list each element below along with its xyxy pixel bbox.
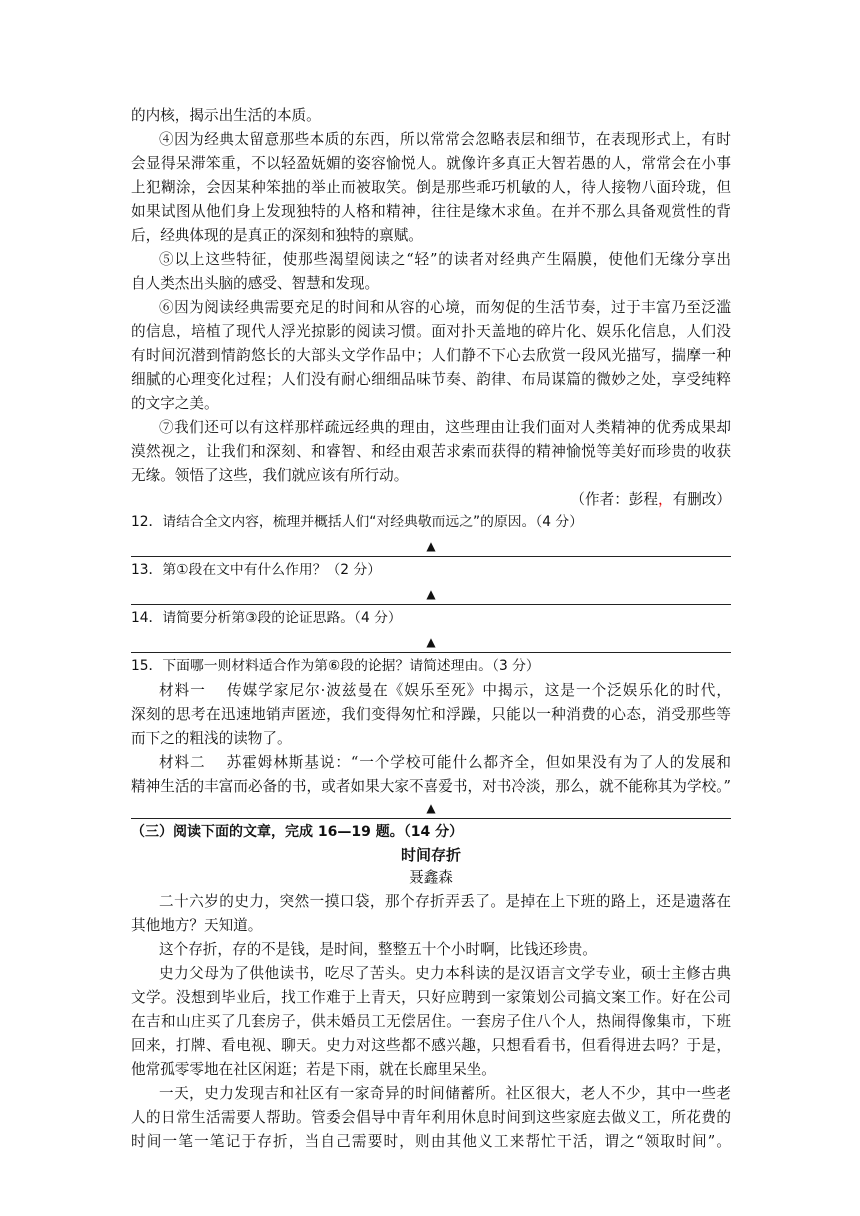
answer-rule xyxy=(131,604,731,605)
paragraph-4-line: ④因为经典太留意那些本质的东西，所以常常会忽略表层和细节，在表现形式上，有时 xyxy=(159,131,731,148)
paragraph-7-line: ⑦我们还可以有这样那样疏远经典的理由，这些理由让我们面对人类精神的优秀成果却 xyxy=(159,419,731,436)
story-paragraph-line: 回来，打牌、看电视、聊天。史力对这些都不感兴趣，只想看看书，但看得进去吗？于是， xyxy=(131,1037,731,1054)
material-1-line: 而下之的粗浅的读物了。 xyxy=(131,730,292,747)
answer-line-15[interactable] xyxy=(131,801,731,819)
story-paragraph-line: 其他地方？天知道。 xyxy=(131,917,263,934)
triangle-icon: ▲ xyxy=(426,801,436,815)
answer-line-13[interactable] xyxy=(131,587,731,605)
story-paragraph-line: 这个存折，存的不是钱，是时间，整整五十个小时啊，比钱还珍贵。 xyxy=(159,941,597,958)
paragraph-5-line: 自人类杰出头脑的感受、智慧和发现。 xyxy=(131,275,380,292)
passage-line: 的内核，揭示出生活的本质。 xyxy=(131,107,321,124)
story-paragraph-line: 在吉和山庄买了几套房子，供未婚员工无偿居住。一套房子住八个人，热闹得像集市，下班 xyxy=(131,1013,731,1030)
author-mark: ， xyxy=(658,491,673,508)
paragraph-4-line: 上犯糊涂，会因某种笨拙的举止而被取笑。倒是那些乖巧机敏的人，待人接物八面玲珑，但 xyxy=(131,179,731,196)
author-prefix: （作者：彭程 xyxy=(570,491,658,508)
question-15: 15．下面哪一则材料适合作为第⑥段的论据？请简述理由。（3 分） xyxy=(131,658,540,674)
material-1-line: 深刻的思考在迅速地销声匿迹，我们变得匆忙和浮躁，只能以一种消费的心态，消受那些等 xyxy=(131,706,731,723)
story-paragraph-line: 人的日常生活需要人帮助。管委会倡导中青年利用休息时间到这些家庭去做义工，所花费的 xyxy=(131,1109,731,1126)
author-suffix: 有删改） xyxy=(672,491,731,508)
story-paragraph-line: 文学。没想到毕业后，找工作难于上青天，只好应聘到一家策划公司搞文案工作。好在公司 xyxy=(131,989,731,1006)
paragraph-7-line: 漠然视之，让我们和深刻、和睿智、和经由艰苦求索而获得的精神愉悦等美好而珍贵的收获 xyxy=(131,443,731,460)
question-12: 12．请结合全文内容，梳理并概括人们“对经典敬而远之”的原因。（4 分） xyxy=(131,514,584,530)
story-paragraph-line: 时间一笔一笔记于存折，当自己需要时，则由其他义工来帮忙干活，谓之“领取时间”。 xyxy=(131,1133,731,1150)
material-2-line: 精神生活的丰富而必备的书，或者如果大家不喜爱书，对书冷淡，那么，就不能称其为学校。” xyxy=(131,778,731,795)
paragraph-6-line: 的信息，培植了现代人浮光掠影的阅读习惯。面对扑天盖地的碎片化、娱乐化信息，人们没 xyxy=(131,323,731,340)
story-paragraph-line: 他常孤零零地在社区闲逛；若是下雨，就在长廊里呆坐。 xyxy=(131,1061,496,1078)
triangle-icon: ▲ xyxy=(426,635,436,649)
author-credit xyxy=(131,488,731,512)
answer-line-12[interactable] xyxy=(131,539,731,557)
triangle-icon: ▲ xyxy=(426,587,436,601)
material-2-line: 材料二 苏霍姆林斯基说：“一个学校可能什么都齐全，但如果没有为了人的发展和 xyxy=(159,754,731,771)
paragraph-4-line: 后，经典体现的是真正的深刻和独特的禀赋。 xyxy=(131,227,423,244)
answer-rule xyxy=(131,652,731,653)
paragraph-4-line: 会显得呆滞笨重，不以轻盈妩媚的姿容愉悦人。就像许多真正大智若愚的人，常常会在小事 xyxy=(131,155,731,172)
answer-rule xyxy=(131,818,731,819)
question-13: 13．第①段在文中有什么作用？（2 分） xyxy=(131,562,382,578)
story-paragraph-line: 二十六岁的史力，突然一摸口袋，那个存折弄丢了。是掉在上下班的路上，还是遗落在 xyxy=(159,893,731,910)
story-paragraph-line: 一天，史力发现吉和社区有一家奇异的时间储蓄所。社区很大，老人不少，其中一些老 xyxy=(159,1085,731,1102)
paragraph-6-line: 的文字之美。 xyxy=(131,395,219,412)
answer-rule xyxy=(131,556,731,557)
story-paragraph-line: 史力父母为了供他读书，吃尽了苦头。史力本科读的是汉语言文学专业，硕士主修古典 xyxy=(159,965,731,982)
triangle-icon: ▲ xyxy=(426,539,436,553)
paragraph-5-line: ⑤以上这些特征，使那些渴望阅读之“轻”的读者对经典产生隔膜，使他们无缘分享出 xyxy=(159,251,731,268)
question-14: 14．请简要分析第③段的论证思路。（4 分） xyxy=(131,610,402,626)
material-1-line: 材料一 传媒学家尼尔·波兹曼在《娱乐至死》中揭示，这是一个泛娱乐化的时代， xyxy=(159,682,731,699)
story-title: 时间存折 xyxy=(400,846,461,864)
paragraph-6-line: ⑥因为阅读经典需要充足的时间和从容的心境，而匆促的生活节奏，过于丰富乃至泛滥 xyxy=(159,299,731,316)
answer-line-14[interactable] xyxy=(131,635,731,653)
paragraph-6-line: 有时间沉潜到情韵悠长的大部头文学作品中；人们静不下心去欣赏一段风光描写，揣摩一种 xyxy=(131,347,731,364)
paragraph-6-line: 细腻的心理变化过程；人们没有耐心细细品味节奏、韵律、布局谋篇的微妙之处，享受纯粹 xyxy=(131,371,731,388)
section-3-heading: （三）阅读下面的文章，完成 16—19 题。（14 分） xyxy=(131,824,464,840)
paragraph-4-line: 如果试图从他们身上发现独特的人格和精神，往往是缘木求鱼。在并不那么具备观赏性的背 xyxy=(131,203,731,220)
paragraph-7-line: 无缘。领悟了这些，我们就应该有所行动。 xyxy=(131,467,409,484)
story-author: 聂鑫森 xyxy=(409,869,453,886)
